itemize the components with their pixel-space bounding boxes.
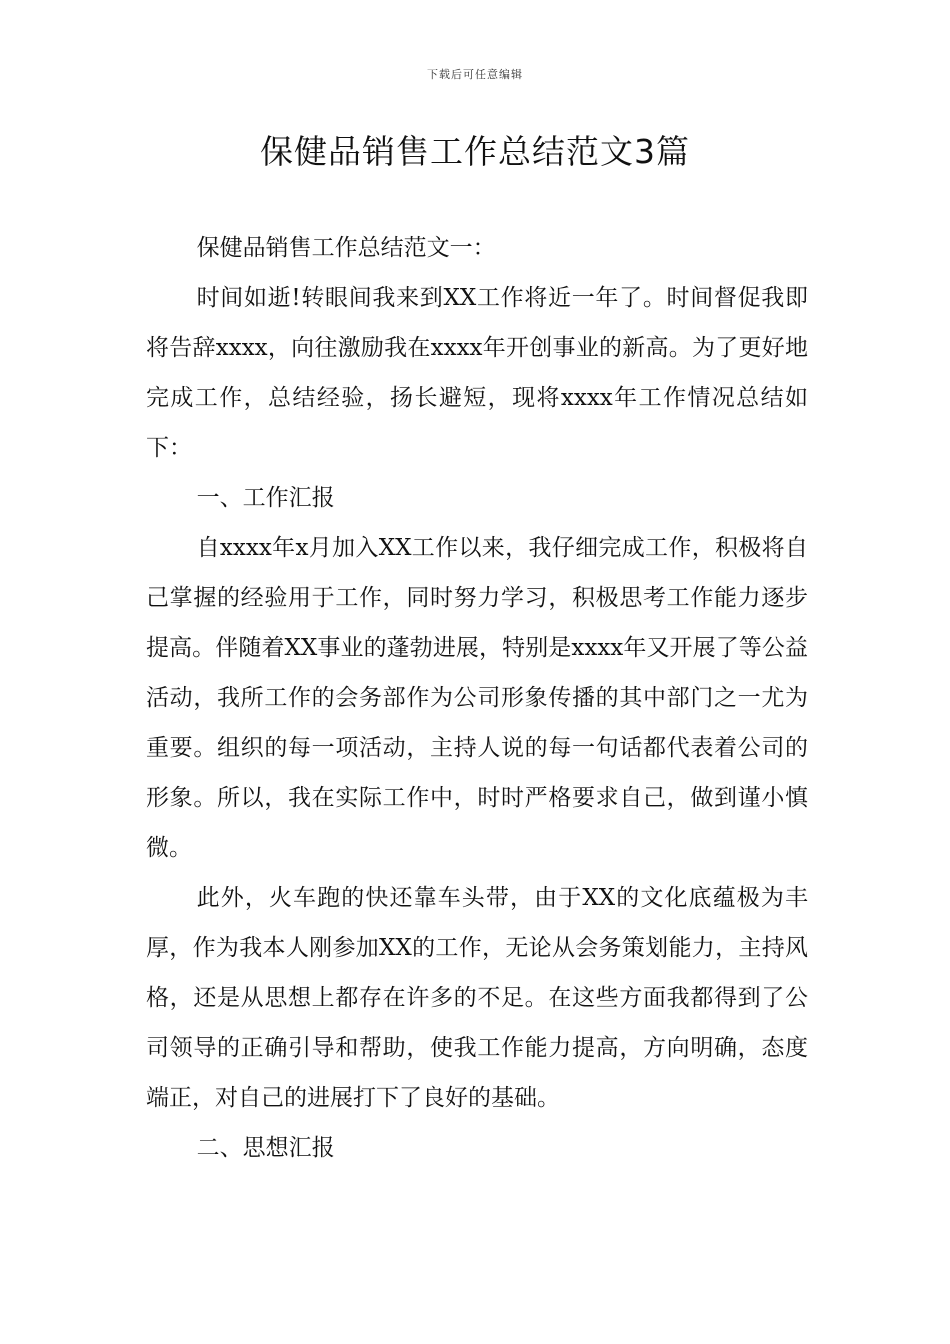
- header-note: 下载后可任意编辑: [427, 68, 523, 81]
- paragraph-additional: 此外，火车跑的快还靠车头带，由于XX的文化底蕴极为丰厚，作为我本人刚参加XX的工作，无论从会务策划能力，主持风格，还是从思想上都存在许多的不足。在这些方面我都得到了公司领导的正确引导和帮助，使我工作能力提高，方向明确，态度端正，对自己的进展打下了良好的基础。: [146, 885, 808, 1111]
- section-heading-article-one: 保健品销售工作总结范文一：: [196, 235, 496, 261]
- paragraph-work-report: 自xxxx年x月加入XX工作以来，我仔细完成工作，积极将自己掌握的经验用于工作，同时努力学习，积极思考工作能力逐步提高。伴随着XX事业的蓬勃进展，特别是xxxx年又开展了等公益活动，我所工作的会务部作为公司形象传播的其中部门之一尤为重要。组织的每一项活动，主持人说的每一句话都代表着公司的形象。所以，我在实际工作中，时时严格要求自己，做到谨小慎微。: [146, 535, 808, 861]
- paragraph-intro: 时间如逝!转眼间我来到XX工作将近一年了。时间督促我即将告辞xxxx，向往激励我在xxxx年开创事业的新高。为了更好地完成工作，总结经验，扬长避短，现将xxxx年工作情况总结如下：: [146, 285, 808, 461]
- document-title: 保健品销售工作总结范文3篇: [260, 132, 690, 171]
- section-heading-thought-report: 二、思想汇报: [196, 1135, 335, 1161]
- section-heading-work-report: 一、工作汇报: [196, 485, 335, 511]
- document-body: [146, 223, 808, 1173]
